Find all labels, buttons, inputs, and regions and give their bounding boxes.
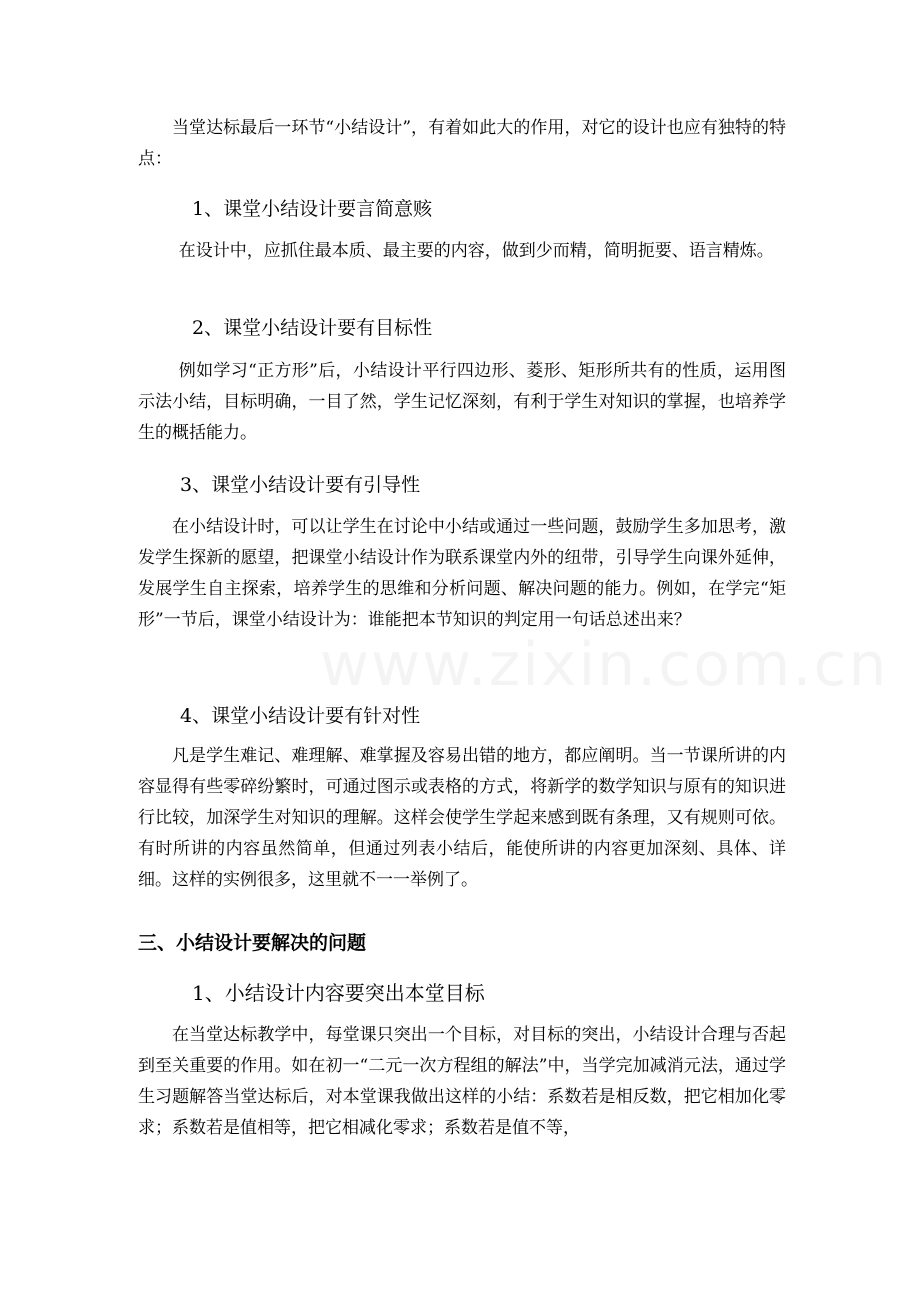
heading-target: 4、课堂小结设计要有针对性 xyxy=(180,705,421,727)
heading-guide: 3、课堂小结设计要有引导性 xyxy=(180,474,421,496)
section-heading-3: 三、小结设计要解决的问题 xyxy=(138,932,367,954)
paragraph-concise: 在设计中，应抓住最本质、最主要的内容，做到少而精，简明扼要、语言精炼。 xyxy=(178,241,774,261)
heading-highlight-goal: 1、小结设计内容要突出本堂目标 xyxy=(192,981,485,1005)
paragraph-guide: 在小结设计时，可以让学生在讨论中小结或通过一些问题，鼓励学生多加思考，激发学生探新的愿望，把课堂小结设计作为联系课堂内外的纽带，引导学生向课外延伸，发展学生自主探索，培养学生的思维和分析问题、解决问题的能力。例如，在学完“矩形”一节后，课堂小结设计为：谁能把本节知识的判定用一句话总述出来？ xyxy=(138,517,786,630)
watermark xyxy=(320,630,888,700)
paragraph-goal: 例如学习“正方形”后，小结设计平行四边形、菱形、矩形所共有的性质，运用图示法小结，目标明确，一目了然，学生记忆深刻，有利于学生对知识的掌握，也培养学生的概括能力。 xyxy=(138,361,786,443)
paragraph-highlight-goal: 在当堂达标教学中，每堂课只突出一个目标，对目标的突出，小结设计合理与否起到至关重要的作用。如在初一“二元一次方程组的解法”中，当学完加减消元法，通过学生习题解答当堂达标后，对本堂课我做出这样的小结：系数若是相反数，把它相加化零求；系数若是值相等，把它相减化零求；系数若是值不等， xyxy=(138,1025,786,1138)
heading-goal: 2、课堂小结设计要有目标性 xyxy=(192,317,433,339)
heading-concise: 1、课堂小结设计要言简意赅 xyxy=(192,198,433,220)
paragraph-intro: 当堂达标最后一环节“小结设计”，有着如此大的作用，对它的设计也应有独特的特点： xyxy=(138,118,786,169)
paragraph-target: 凡是学生难记、难理解、难掌握及容易出错的地方，都应阐明。当一节课所讲的内容显得有些零碎纷繁时，可通过图示或表格的方式，将新学的数学知识与原有的知识进行比较，加深学生对知识的理解。这样会使学生学起来感到既有条理，又有规则可依。有时所讲的内容虽然简单，但通过列表小结后，能使所讲的内容更加深刻、具体、详细。这样的实例很多，这里就不一一举例了。 xyxy=(138,746,786,890)
